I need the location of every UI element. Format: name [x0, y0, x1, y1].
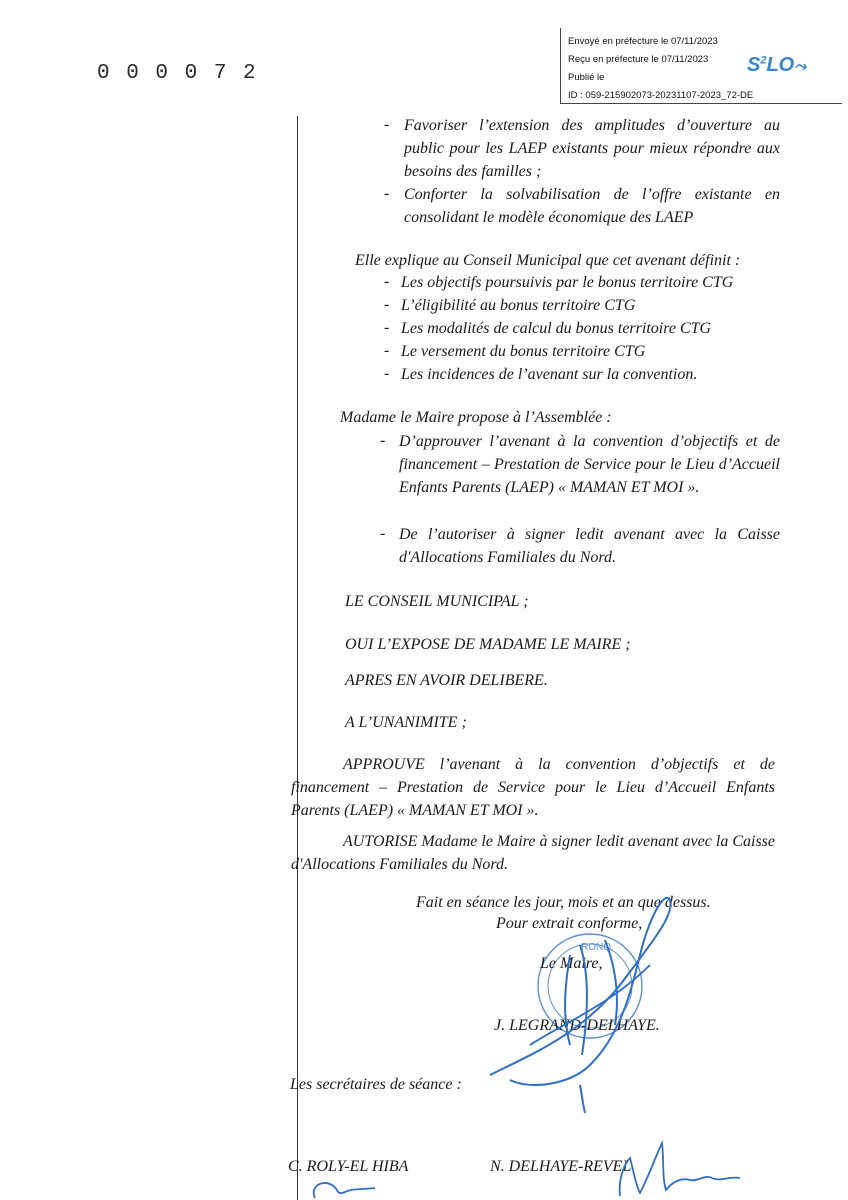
- bullet-item: L’éligibilité au bonus territoire CTG: [401, 297, 636, 314]
- done-at-line: Fait en séance les jour, mois et an que dessus.: [416, 894, 711, 911]
- mayor-name: J. LEGRAND-DELHAYE.: [494, 1017, 660, 1034]
- proposal-item: D’approuver l’avenant à la convention d’objectifs et de financement – Prestation de Service pour le Lieu d’Accueil Enfants Parents (LAEP) « MAMAN ET MOI ».: [399, 433, 780, 496]
- certified-line: Pour extrait conforme,: [496, 915, 643, 932]
- stamp-sent: Envoyé en préfecture le 07/11/2023: [568, 36, 718, 47]
- mayor-title: Le Maire,: [540, 955, 603, 972]
- bullet-item: Conforter la solvabilisation de l’offre existante en consolidant le modèle économique des LAEP: [404, 186, 780, 226]
- bullet-dash: -: [384, 185, 390, 202]
- secretary-name-2: N. DELHAYE-REVEL: [490, 1158, 632, 1175]
- proposal-intro: Madame le Maire propose à l’Assemblée :: [340, 409, 612, 426]
- secretary-signature-1: [305, 1170, 385, 1200]
- unanimity-line: A L’UNANIMITE ;: [345, 714, 467, 731]
- secretary-signature-2: [600, 1138, 750, 1200]
- bullet-dash: -: [384, 273, 390, 290]
- intro-sentence: Elle explique au Conseil Municipal que cet avenant définit :: [355, 252, 741, 269]
- bullet-item: Favoriser l’extension des amplitudes d’ouverture au public pour les LAEP existants pour mieux répondre aux besoins des familles ;: [404, 117, 780, 180]
- margin-rule: [297, 116, 298, 1200]
- secretaries-label: Les secrétaires de séance :: [290, 1076, 462, 1093]
- bullet-dash: -: [384, 365, 390, 382]
- bullet-item: Le versement du bonus territoire CTG: [401, 343, 646, 360]
- seal-text: RONQ: [581, 942, 611, 953]
- stamp-published: Publié le: [568, 72, 605, 83]
- s2lo-logo: $S^2LO⤳$: [747, 54, 807, 76]
- council-heading: LE CONSEIL MUNICIPAL ;: [345, 593, 529, 610]
- stamp-received: Reçu en préfecture le 07/11/2023: [568, 54, 709, 65]
- bullet-item: Les objectifs poursuivis par le bonus territoire CTG: [401, 274, 734, 291]
- approves-paragraph: APPROUVE l’avenant à la convention d’objectifs et de financement – Prestation de Service pour le Lieu d’Accueil Enfants Parents (LAEP) « MAMAN ET MOI ».: [291, 756, 775, 819]
- bullet-dash: -: [384, 296, 390, 313]
- bullet-dash: -: [384, 319, 390, 336]
- heard-line: OUI L’EXPOSE DE MADAME LE MAIRE ;: [345, 636, 631, 653]
- bullet-item: Les modalités de calcul du bonus territoire CTG: [401, 320, 712, 337]
- page-number: 0 0 0 0 7 2: [97, 62, 258, 85]
- bullet-dash: -: [384, 116, 390, 133]
- prefecture-stamp: [560, 28, 842, 104]
- bullet-dash: -: [380, 525, 386, 542]
- secretary-name-1: C. ROLY-EL HIBA: [288, 1158, 409, 1175]
- mayor-signature: [470, 895, 700, 1115]
- bullet-dash: -: [384, 342, 390, 359]
- proposal-item: De l’autoriser à signer ledit avenant avec la Caisse d'Allocations Familiales du Nord.: [399, 526, 780, 566]
- bullet-dash: -: [380, 432, 386, 449]
- deliberated-line: APRES EN AVOIR DELIBERE.: [345, 672, 548, 689]
- authorizes-paragraph: AUTORISE Madame le Maire à signer ledit avenant avec la Caisse d'Allocations Familiales du Nord.: [291, 833, 775, 873]
- stamp-id: ID : 059-215902073-20231107-2023_72-DE: [568, 90, 754, 101]
- bullet-item: Les incidences de l’avenant sur la convention.: [401, 366, 698, 383]
